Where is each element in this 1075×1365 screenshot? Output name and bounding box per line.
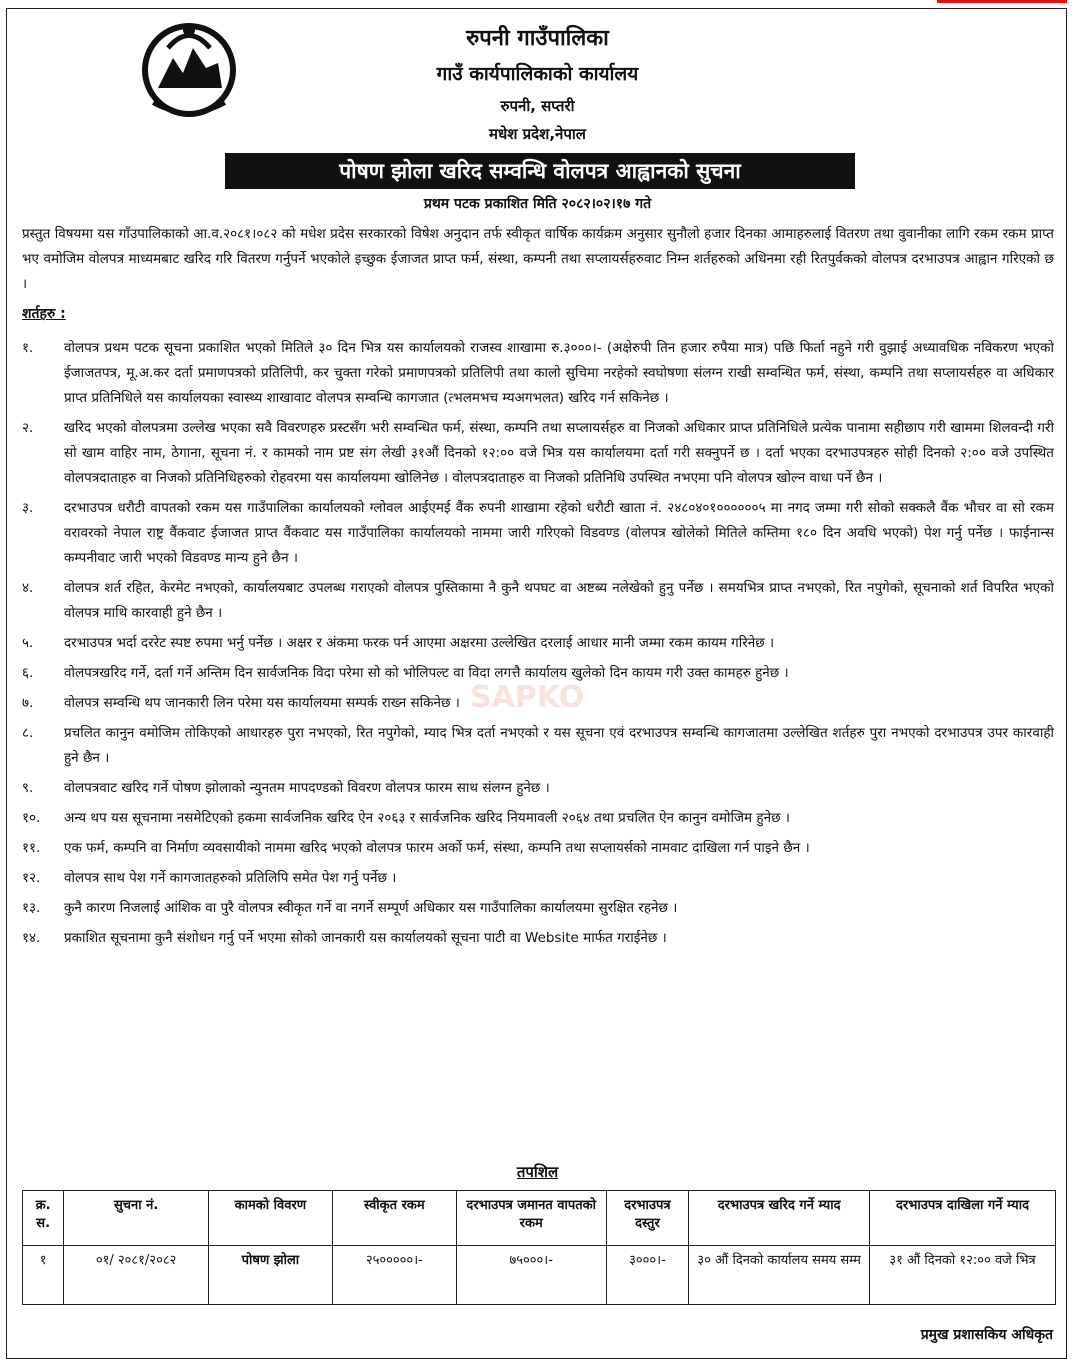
condition-text: वोलपत्र साथ पेश गर्ने कागजातहरुको प्रतिलिपि समेत पेश गर्नु पर्नेछ । bbox=[64, 870, 397, 886]
condition-text: अन्य थप यस सूचनामा नसमेटिएको हकमा सार्वजनिक खरिद ऐन २०६३ र सार्वजनिक खरिद नियमावली २०६४ तथा प्रचलित ऐन कानुन वमोजिम हुनेछ । bbox=[64, 810, 790, 826]
col-header: स्वीकृत रकम bbox=[332, 1191, 456, 1246]
col-header: दरभाउपत्र दाखिला गर्ने म्याद bbox=[870, 1191, 1056, 1246]
condition-number: १३. bbox=[22, 900, 41, 916]
condition-item bbox=[22, 806, 1054, 831]
condition-number: २. bbox=[22, 420, 34, 436]
condition-number: १४. bbox=[22, 930, 41, 946]
red-mark bbox=[937, 0, 1067, 3]
col-header: सुचना नं. bbox=[64, 1191, 209, 1246]
condition-item bbox=[22, 721, 1054, 771]
condition-number: ७. bbox=[22, 695, 34, 711]
condition-number: ११. bbox=[22, 840, 41, 856]
table-cell: ७५०००।- bbox=[456, 1246, 606, 1305]
condition-text: प्रकाशित सूचनामा कुनै संशोधन गर्नु पर्ने भएमा सोको जानकारी यस कार्यालयको सूचना पाटी वा Website मार्फत गराईनेछ । bbox=[64, 930, 667, 946]
condition-text: खरिद भएको वोलपत्रमा उल्लेख भएका सवै विवरणहरु प्रस्टसँग भरी सम्वन्धित फर्म, संस्था, कम्पनि तथा सप्लायर्सहरु वा निजको अधिकार प्राप्त प्रतिनिधिले प्रत्येक पानामा सहीछाप गरी खाममा शिलवन्दी गरी सो खाम वाहिर नाम, ठेगाना, सूचना नं. र कामको नाम प्रष्ट संग लेखी ३१औं दिनको १२:०० वजे भित्र यस कार्यालयमा दर्ता गरी सक्नुपर्ने छ । दर्ता भएका दरभाउपत्रहरु सोही दिनको २:०० वजे उपस्थित वोलपत्रदाताहरु वा निजको प्रतिनिधिहरुको रोहवरमा यस कार्यालयमा खोलिनेछ । वोलपत्रदाताहरु वा निजको प्रतिनिधि उपस्थित नभएमा पनि वोलपत्र खोल्न वाधा पर्ने छैन । bbox=[64, 420, 1054, 486]
table-cell: २५०००००।- bbox=[332, 1246, 456, 1305]
intro-paragraph: प्रस्तुत विषयमा यस गाँउपालिकाको आ.व.२०८१।०८२ को मधेश प्रदेस सरकारको विषेश अनुदान तर्फ स्वीकृत वार्षिक कार्यक्रम अनुसार सुनौलो हजार दिनका आमाहरुलाई वितरण तथा वुवानीका लागि रकम रकम प्राप्त भए वमोजिम वोलपत्र माध्यमबाट खरिद गरि वितरण गर्नुपर्ने भएकोले इच्छुक ईजाजत प्राप्त फर्म, संस्था, कम्पनी तथा सप्लायर्सहरुवाट निम्न शर्तहरुको अधिनमा रही रितपुर्वकको वोलपत्र दरभाउपत्र आह्वान गरिएको छ । bbox=[22, 226, 1054, 292]
condition-item bbox=[22, 836, 1054, 861]
table-cell: १ bbox=[23, 1246, 64, 1305]
signature-title: प्रमुख प्रशासकिय अधिकृत bbox=[920, 1327, 1053, 1343]
condition-item bbox=[22, 576, 1054, 626]
col-header: दरभाउपत्र दस्तुर bbox=[606, 1191, 689, 1246]
condition-number: ४. bbox=[22, 580, 34, 596]
condition-item bbox=[22, 496, 1054, 571]
condition-text: एक फर्म, कम्पनि वा निर्माण व्यवसायीको नाममा खरिद भएको वोलपत्र फारम अर्को फर्म, संस्था, कम्पनि तथा सप्लायर्सको नामवाट दाखिला गर्न पाइने छैन । bbox=[64, 840, 810, 856]
col-header: दरभाउपत्र जमानत वापतको रकम bbox=[456, 1191, 606, 1246]
condition-text: दरभाउपत्र भर्दा दररेट स्पष्ट रुपमा भर्नु पर्नेछ । अक्षर र अंकमा फरक पर्न आएमा अक्षरमा उल्लेखित दरलाई आधार मानी जम्मा रकम कायम गरिनेछ । bbox=[64, 635, 775, 651]
office-location: रुपनी, सप्तरी bbox=[500, 97, 575, 115]
condition-item bbox=[22, 866, 1054, 891]
condition-number: ३. bbox=[22, 500, 34, 516]
condition-text: वोलपत्र प्रथम पटक सूचना प्रकाशित भएको मितिले ३० दिन भित्र यस कार्यालयको राजस्व शाखामा रु.३०००।- (अक्षेरुपी तिन हजार रुपैया मात्र) पछि फिर्ता नहुने गरी वुझाई अध्यावधिक नविकरण भएको ईजाजतपत्र, मू.अ.कर दर्ता प्रमाणपत्रको प्रतिलिपी, कर चुक्ता गरेको प्रमाणपत्रको प्रतिलिपी तथा कालो सुचिमा नरहेको स्वघोषणा संलग्न राखी सम्वन्धित फर्म, संस्था, कम्पनि तथा सप्लायर्सहरु वा अधिकार प्राप्त प्रतिनिधिले यस कार्यालयका स्वास्थ्य शाखावाट वोलपत्र सम्वन्धि कागजात (त्भलमभच म्यअगभलत) खरिद गर्न सकिनेछ । bbox=[64, 340, 1054, 406]
details-table bbox=[22, 1190, 1056, 1305]
col-header: क्र. स. bbox=[23, 1191, 64, 1246]
condition-text: वोलपत्र शर्त रहित, केरमेट नभएको, कार्यालयबाट उपलब्ध गराएको वोलपत्र पुस्तिकामा नै कुनै थपघट वा अष्टब्य नलेखेको हुनु पर्नेछ । समयभित्र प्राप्त नभएको, रित नपुगेको, सूचनाको शर्त विपरित भएको वोलपत्र माथि कारवाही हुने छैन । bbox=[64, 580, 1054, 621]
table-row bbox=[23, 1246, 1056, 1305]
condition-number: ९. bbox=[22, 780, 34, 796]
condition-number: १२. bbox=[22, 870, 41, 886]
published-date: प्रथम पटक प्रकाशित मिति २०८२।०२।१७ गते bbox=[423, 196, 652, 212]
condition-item bbox=[22, 896, 1054, 921]
table-cell: ३१ औं दिनको १२:०० वजे भित्र bbox=[870, 1246, 1056, 1305]
col-header: दरभाउपत्र खरिद गर्ने म्याद bbox=[689, 1191, 870, 1246]
condition-text: वोलपत्रखरिद गर्ने, दर्ता गर्ने अन्तिम दिन सार्वजनिक विदा परेमा सो को भोलिपल्ट वा विदा लगत्तै कार्यालय खुलेको दिन कायम गरी उक्त कामहरु हुनेछ । bbox=[64, 665, 789, 681]
province-name: मधेश प्रदेश,नेपाल bbox=[489, 125, 586, 143]
conditions-list bbox=[22, 336, 1054, 956]
table-cell: पोषण झोला bbox=[208, 1246, 332, 1305]
table-cell: ३० औं दिनको कार्यालय समय सम्म bbox=[689, 1246, 870, 1305]
table-title: तपशिल bbox=[516, 1163, 559, 1181]
condition-text: दरभाउपत्र धरौटी वापतको रकम यस गाउँपालिका कार्यालयको ग्लोवल आईएमई वैंक रुपनी शाखामा रहेको धरौटी खाता नं. २४८०४०१००००००५ मा नगद जम्मा गरी सोको सक्कलै वैंक भौचर वा सो रकम वरावरको नेपाल राष्ट्र वैंकवाट ईजाजत प्राप्त वैंकवाट यस गाउँपालिका कार्यालयको नाममा जारी गरिएको विडवण्ड (वोलपत्र खोलेको मितिले कम्तिमा १८० दिन अवधि भएको) पेश गर्नु पर्नेछ । फाईनान्स कम्पनीवाट जारी भएको विडवण्ड मान्य हुने छैन । bbox=[64, 500, 1054, 566]
condition-item bbox=[22, 631, 1054, 656]
municipality-name: रुपनी गाउँपालिका bbox=[466, 26, 609, 51]
condition-number: ५. bbox=[22, 635, 34, 651]
condition-item bbox=[22, 776, 1054, 801]
table-cell: ०१/ २०८१/२०८२ bbox=[64, 1246, 209, 1305]
watermark: SAPKO bbox=[470, 680, 585, 715]
office-name: गाउँ कार्यपालिकाको कार्यालय bbox=[436, 63, 639, 85]
condition-text: वोलपत्रवाट खरिद गर्ने पोषण झोलाको न्युनतम मापदण्डको विवरण वोलपत्र फारम साथ संलग्न हुनेछ । bbox=[64, 780, 550, 796]
condition-text: प्रचलित कानुन वमोजिम तोकिएको आधारहरु पुरा नभएको, रित नपुगेको, म्याद भित्र दर्ता नभएको र यस सूचना एवं दरभाउपत्र सम्वन्धि कागजातमा उल्लेखित शर्तहरु पुरा नभएको दरभाउपत्र उपर कारवाही हुने छैन । bbox=[64, 725, 1054, 766]
condition-number: १. bbox=[22, 340, 34, 356]
notice-title: पोषण झोला खरिद सम्वन्धि वोलपत्र आह्वानको सुचना bbox=[225, 153, 855, 189]
conditions-title: शर्तहरु : bbox=[22, 306, 66, 322]
condition-item bbox=[22, 416, 1054, 491]
condition-item bbox=[22, 336, 1054, 411]
condition-item bbox=[22, 926, 1054, 951]
condition-text: कुनै कारण निजलाई आंशिक वा पुरै वोलपत्र स्वीकृत गर्ने वा नगर्ने सम्पूर्ण अधिकार यस गाउँपालिका कार्यालयमा सुरक्षित रहनेछ । bbox=[64, 900, 678, 916]
condition-text: वोलपत्र सम्वन्धि थप जानकारी लिन परेमा यस कार्यालयमा सम्पर्क राख्न सकिनेछ । bbox=[64, 695, 460, 711]
table-cell: ३०००।- bbox=[606, 1246, 689, 1305]
col-header: कामको विवरण bbox=[208, 1191, 332, 1246]
condition-number: ८. bbox=[22, 725, 34, 741]
table-header-row bbox=[23, 1191, 1056, 1246]
condition-number: १०. bbox=[22, 810, 41, 826]
condition-number: ६. bbox=[22, 665, 34, 681]
